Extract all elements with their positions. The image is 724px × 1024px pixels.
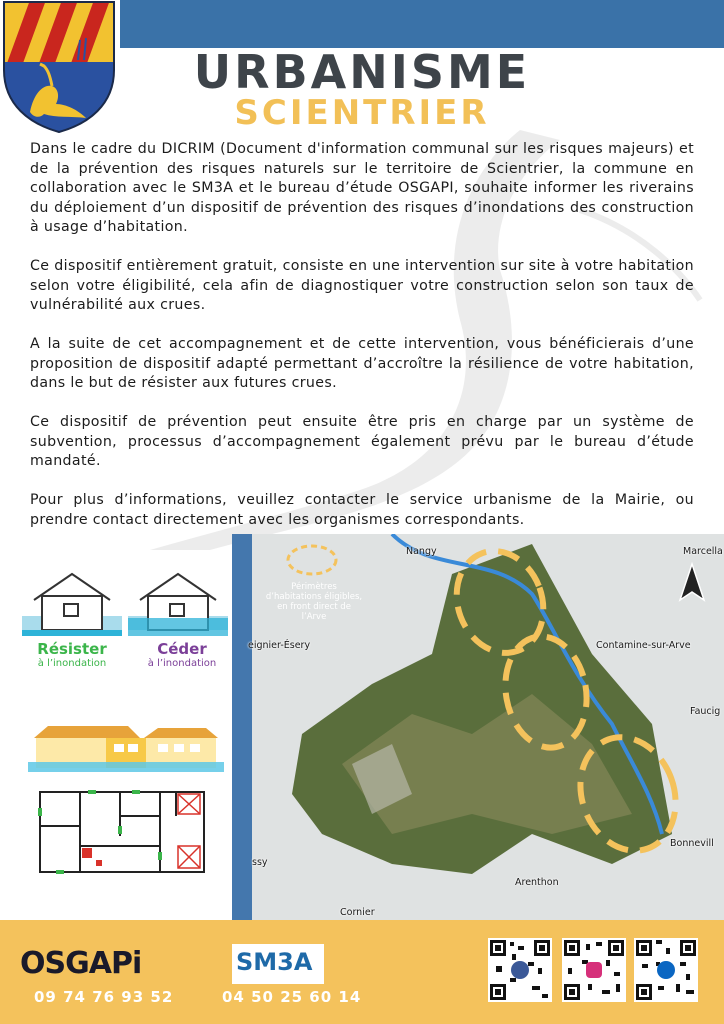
map-legend: Périmètres d’habitations éligibles, en front direct de l’Arve: [265, 582, 363, 622]
qr-code-instagram[interactable]: [562, 938, 626, 1002]
paragraph-intro: Dans le cadre du DICRIM (Document d'information communal sur les risques majeurs) et de la prévention des risques naturels sur le territoire de Scientrier, la commune en collaboration avec le SM3A et le bureau d’étude OSGAPI, souhaite informer les riverains du déploiement d’un dispositif de prévention des risques d’inondations des construction à usage d’habitation.: [30, 141, 694, 235]
page-subtitle: SCIENTRIER: [234, 93, 490, 133]
sm3a-logo: SM3A: [236, 948, 313, 976]
instagram-icon: [586, 962, 602, 978]
facebook-icon: [511, 961, 529, 979]
label-ceder: [132, 640, 232, 670]
paragraph-contact: Pour plus d’informations, veuillez contacter le service urbanisme de la Mairie, ou prendre contact directement avec les organismes correspondants.: [30, 492, 694, 528]
house-resist-icon: [22, 566, 122, 638]
sm3a-phone[interactable]: 04 50 25 60 14: [222, 988, 362, 1006]
resist-title: Résister: [37, 640, 107, 658]
osgapi-logo: OSGAPi: [20, 946, 142, 981]
header-band: [120, 0, 724, 48]
map-label-bonneville: Bonnevill: [670, 838, 714, 849]
map-label-faucigny: Faucig: [690, 706, 721, 717]
floor-plan-illustration: [36, 786, 208, 878]
map-label-cornier: Cornier: [340, 907, 375, 918]
map-label-contamine: Contamine-sur-Arve: [596, 640, 691, 651]
sm3a-logo-box: [232, 944, 324, 984]
ceder-subtitle: à l’inondation: [147, 658, 217, 669]
page-title: URBANISME: [193, 45, 531, 99]
linkedin-icon: [657, 961, 675, 979]
label-resist: [22, 640, 122, 670]
map-label-arenthon: Arenthon: [515, 877, 559, 888]
paragraph-dispositif: Ce dispositif entièrement gratuit, consiste en une intervention sur site à votre habitation selon votre éligibilité, cela afin de diagnostiquer votre construction selon son taux de vulnérabilité aux crues.: [30, 258, 694, 313]
map-label-marcellaz: Marcella: [683, 546, 723, 557]
map-label-reignier: eignier-Ésery: [248, 640, 311, 651]
map-label-essy: ssy: [252, 857, 268, 868]
qr-code-facebook[interactable]: [488, 938, 552, 1002]
ceder-title: Céder: [157, 640, 207, 658]
paragraph-subvention: Ce dispositif de prévention peut ensuite être pris en charge par un système de subvention, processus d’accompagnement également prévu par le bureau d’étude mandaté.: [30, 414, 694, 469]
qr-code-linkedin[interactable]: [634, 938, 698, 1002]
body-text: [30, 140, 694, 550]
building-facade-illustration: [28, 724, 224, 776]
house-ceder-icon: [128, 566, 228, 638]
map-label-nangy: Nangy: [406, 546, 437, 557]
resist-subtitle: à l’inondation: [37, 658, 107, 669]
paragraph-accompagnement: A la suite de cet accompagnement et de cette intervention, vous bénéficierais d’une proposition de dispositif adapté permettant d’accroître la résilience de votre habitation, dans le but de résister aux futures crues.: [30, 336, 694, 391]
osgapi-phone[interactable]: 09 74 76 93 52: [34, 988, 174, 1006]
